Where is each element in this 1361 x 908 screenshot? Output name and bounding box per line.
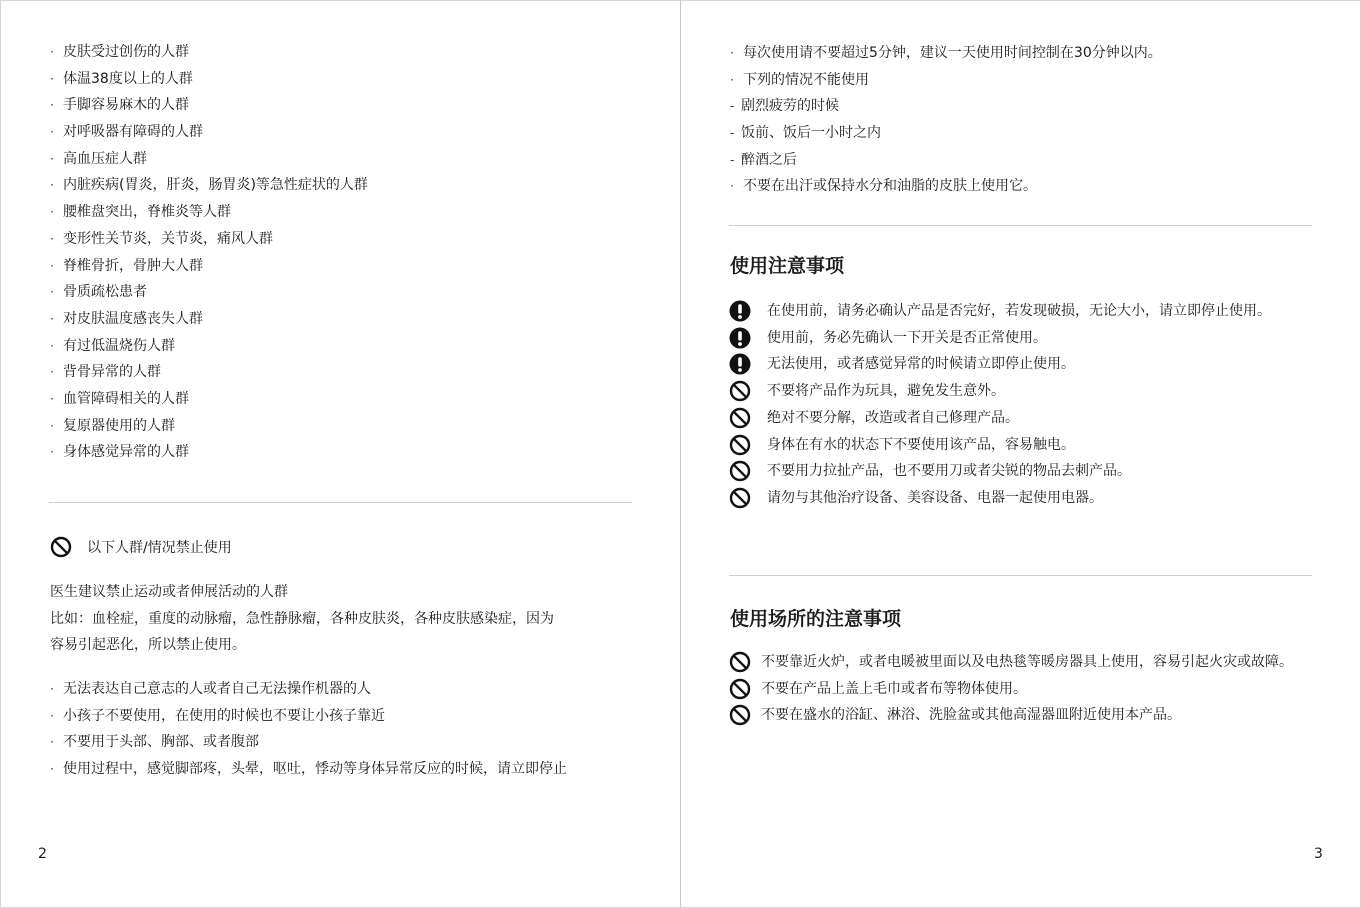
- notice-item: [729, 702, 1314, 729]
- groups-list: [50, 39, 368, 466]
- list-item: [730, 67, 1162, 94]
- list-item-text: 手脚容易麻木的人群: [63, 97, 189, 114]
- list-item-text: 不要用于头部、胸部、或者腹部: [63, 734, 259, 751]
- bullet-mark: ·: [730, 72, 734, 87]
- usage-limits-list: [730, 40, 1162, 200]
- bullet-mark: ·: [50, 45, 54, 59]
- bullet-mark: ·: [50, 735, 54, 750]
- list-item: [50, 92, 368, 119]
- notice-item: [729, 351, 1314, 378]
- prohibited-icon: [729, 380, 751, 402]
- list-item: [730, 173, 1162, 200]
- right-divider-1: [729, 225, 1312, 226]
- bullet-mark: ·: [50, 338, 54, 353]
- prohibited-icon: [729, 678, 751, 700]
- list-item: [50, 413, 368, 440]
- notice-item: [729, 485, 1314, 512]
- list-item: [50, 306, 368, 333]
- list-item-text: 体温38度以上的人群: [63, 70, 193, 87]
- bullet-mark: ·: [50, 125, 54, 140]
- list-item: [50, 119, 368, 146]
- bullet-mark: ·: [50, 178, 54, 193]
- list-item-text: 对皮肤温度感丧失人群: [63, 310, 203, 327]
- warning-icon: [729, 353, 751, 375]
- list-item: [50, 66, 368, 93]
- list-item: [50, 756, 567, 783]
- warning-icon: [729, 300, 751, 322]
- bullet-mark: ·: [50, 762, 54, 777]
- prohibited-icon: [729, 460, 751, 482]
- bullet-mark: ·: [50, 682, 54, 696]
- right-page: [681, 0, 1360, 906]
- notice-item-text: 不要靠近火炉，或者电暖被里面以及电热毯等暖房器具上使用，容易引起火灾或故障。: [761, 654, 1293, 670]
- list-item-text: 有过低温烧伤人群: [63, 337, 175, 354]
- doctor-paragraph-line: 容易引起恶化，所以禁止使用。: [50, 637, 246, 654]
- prohibited-icon: [729, 434, 751, 456]
- list-item: [50, 226, 368, 253]
- right-divider-2: [729, 575, 1312, 576]
- list-item-text: 身体感觉异常的人群: [63, 444, 189, 461]
- list-item: [50, 146, 368, 173]
- list-item-text: 复原器使用的人群: [63, 417, 175, 434]
- bullet-mark: ·: [50, 205, 54, 220]
- notice-item: [729, 405, 1314, 432]
- list-item: [50, 253, 368, 280]
- notice-item-text: 不要用力拉扯产品，也不要用刀或者尖锐的物品去刺产品。: [767, 463, 1131, 480]
- list-item: [50, 279, 368, 306]
- list-item-text: 血管障碍相关的人群: [63, 390, 189, 407]
- list-item-text: 内脏疾病(胃炎，肝炎，肠胃炎)等急性症状的人群: [63, 177, 368, 194]
- bullet-mark: ·: [50, 445, 54, 460]
- bullet-mark: ·: [50, 98, 54, 113]
- list-item: [50, 439, 368, 466]
- bullet-mark: ·: [50, 258, 54, 273]
- notice-item: [729, 649, 1314, 676]
- section-title-location-precautions: 使用场所的注意事项: [730, 608, 902, 630]
- list-item-text: 下列的情况不能使用: [743, 71, 869, 88]
- notice-item-text: 不要在产品上盖上毛巾或者布等物体使用。: [761, 680, 1027, 697]
- sub-list-item: [730, 147, 1162, 174]
- warning-icon: [729, 327, 751, 349]
- list-item-text: 醉酒之后: [741, 151, 797, 168]
- prohibited-icon: [729, 407, 751, 429]
- bullet-mark: ·: [730, 46, 734, 60]
- bullet-mark: ·: [730, 179, 734, 194]
- section-title-precautions: 使用注意事项: [730, 255, 845, 277]
- notice-item-text: 使用前，务必先确认一下开关是否正常使用。: [767, 329, 1047, 346]
- notice-item-text: 请勿与其他治疗设备、美容设备、电器一起使用电器。: [767, 489, 1103, 506]
- list-item: [50, 333, 368, 360]
- notice-item-text: 绝对不要分解，改造或者自己修理产品。: [767, 409, 1019, 426]
- prohibited-icon: [50, 536, 72, 558]
- notice-item: [729, 432, 1314, 459]
- list-item: [50, 386, 368, 413]
- page-number: 3: [1314, 846, 1323, 862]
- list-item-text: 无法表达自己意志的人或者自己无法操作机器的人: [63, 681, 371, 697]
- bullet-mark: ·: [50, 151, 54, 166]
- list-item: [50, 676, 567, 703]
- prohibited-icon: [729, 651, 751, 673]
- notice-item: [729, 676, 1314, 703]
- list-item-text: 高血压症人群: [63, 150, 147, 167]
- notice-item: [729, 458, 1314, 485]
- notice-item-text: 在使用前，请务必确认产品是否完好，若发现破损，无论大小，请立即停止使用。: [767, 303, 1271, 319]
- list-item: [50, 199, 368, 226]
- list-item-text: 背骨异常的人群: [63, 364, 161, 381]
- list-item-text: 骨质疏松患者: [63, 284, 147, 301]
- list-item-text: 每次使用请不要超过5分钟，建议一天使用时间控制在30分钟以内。: [743, 45, 1162, 61]
- list-item-text: 脊椎骨折，骨肿大人群: [63, 257, 203, 274]
- notice-item-text: 无法使用，或者感觉异常的时候请立即停止使用。: [767, 356, 1075, 373]
- list-item: [730, 40, 1162, 67]
- sub-list-item: [730, 93, 1162, 120]
- list-item: [50, 39, 368, 66]
- bullet-mark: ·: [50, 365, 54, 380]
- list-item: [50, 703, 567, 730]
- list-item-text: 对呼吸器有障碍的人群: [63, 124, 203, 141]
- notice-item: [729, 378, 1314, 405]
- list-item-text: 皮肤受过创伤的人群: [63, 44, 189, 60]
- list-item-text: 饭前、饭后一小时之内: [741, 125, 881, 142]
- dash-mark: -: [730, 152, 735, 167]
- prohibited-heading-text: 以下人群/情况禁止使用: [87, 540, 232, 556]
- dash-mark: -: [730, 126, 735, 141]
- notice-item-text: 身体在有水的状态下不要使用该产品，容易触电。: [767, 436, 1075, 453]
- list-item-text: 使用过程中，感觉脚部疼，头晕，呕吐，悸动等身体异常反应的时候，请立即停止: [63, 761, 567, 778]
- page-number: 2: [38, 846, 47, 862]
- doctor-paragraph: [50, 579, 554, 659]
- dash-mark: -: [730, 99, 735, 114]
- list-item-text: 不要在出汗或保持水分和油脂的皮肤上使用它。: [743, 178, 1037, 195]
- notice-item: [729, 298, 1314, 325]
- list-item: [50, 729, 567, 756]
- bullet-mark: ·: [50, 311, 54, 326]
- location-precautions-list: [729, 649, 1314, 729]
- bullet-mark: ·: [50, 285, 54, 300]
- notice-item-text: 不要将产品作为玩具，避免发生意外。: [767, 383, 1005, 400]
- list-item-text: 剧烈疲劳的时候: [741, 98, 839, 115]
- left-page: [0, 0, 680, 906]
- list-item: [50, 359, 368, 386]
- bullet-mark: ·: [50, 391, 54, 406]
- list-item-text: 小孩子不要使用，在使用的时候也不要让小孩子靠近: [63, 707, 385, 724]
- prohibited-icon: [729, 487, 751, 509]
- bullet-mark: ·: [50, 71, 54, 86]
- doctor-paragraph-line: 医生建议禁止运动或者伸展活动的人群: [50, 584, 288, 600]
- prohibited-icon: [729, 704, 751, 726]
- bullet-mark: ·: [50, 231, 54, 246]
- list-item-text: 腰椎盘突出，脊椎炎等人群: [63, 204, 231, 221]
- notice-item: [729, 325, 1314, 352]
- list-item-text: 变形性关节炎，关节炎，痛风人群: [63, 230, 273, 247]
- left-divider: [49, 502, 632, 503]
- bullet-mark: ·: [50, 418, 54, 433]
- notice-item-text: 不要在盛水的浴缸、淋浴、洗脸盆或其他高湿器皿附近使用本产品。: [761, 707, 1181, 724]
- doctor-paragraph-line: 比如：血栓症，重度的动脉瘤，急性静脉瘤，各种皮肤炎，各种皮肤感染症，因为: [50, 610, 554, 627]
- bullet-mark: ·: [50, 708, 54, 723]
- prohibited-list: [50, 676, 567, 783]
- list-item: [50, 172, 368, 199]
- prohibited-heading: [50, 535, 232, 559]
- sub-list-item: [730, 120, 1162, 147]
- precautions-list: [729, 298, 1314, 512]
